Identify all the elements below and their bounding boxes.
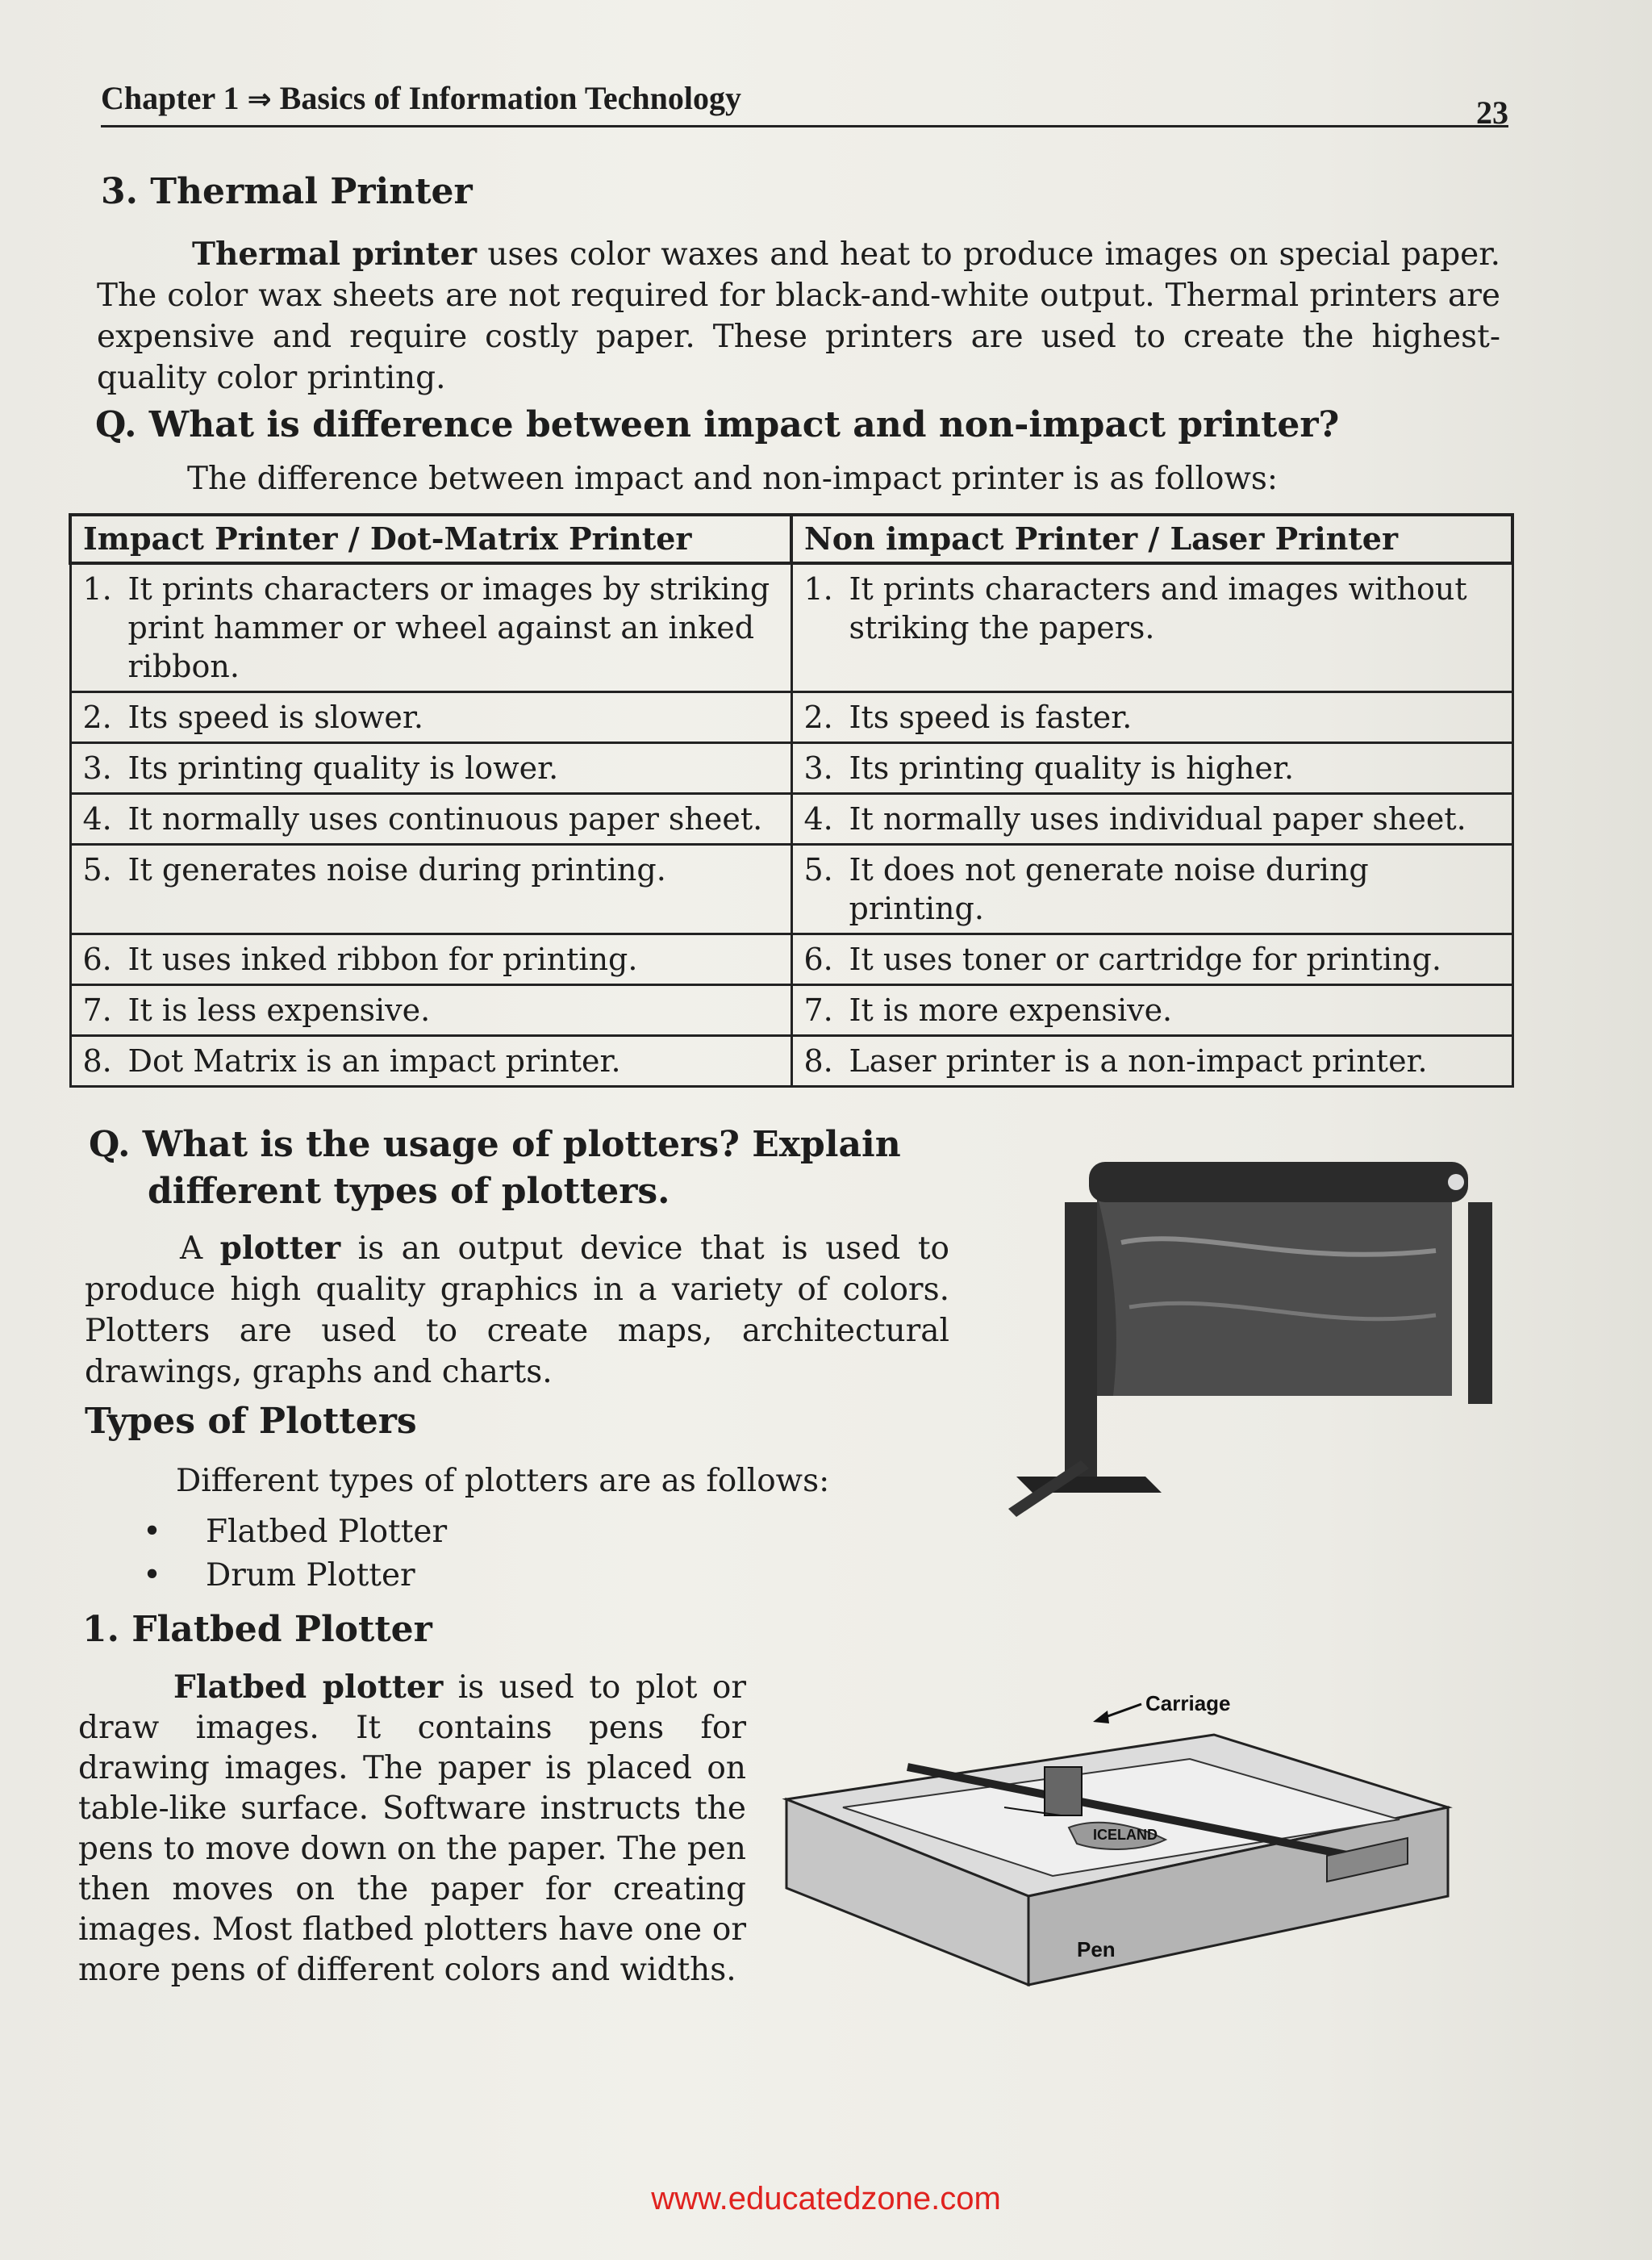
implies-arrow-icon: ⇒ [247,83,272,116]
types-intro: Different types of plotters are as follows: [176,1463,830,1499]
impact-cell [70,563,791,692]
table-row [70,794,1512,845]
item-text: It uses toner or cartridge for printing. [849,942,1441,977]
bullet-icon: • [143,1514,162,1550]
impact-cell [70,985,791,1036]
item-number: 4. [803,801,833,837]
drum-plotter-image [984,1130,1516,1533]
table-row [70,743,1512,794]
chapter-prefix: Chapter 1 [101,80,240,116]
plotters-intro [85,1228,949,1393]
plotters-question-line2: different types of plotters. [148,1171,670,1212]
item-text: Laser printer is a non-impact printer. [849,1043,1428,1079]
list-item [85,1510,447,1554]
thermal-paragraph [97,234,1500,399]
list-item [85,1554,447,1598]
non-impact-cell [791,794,1512,845]
map-label: ICELAND [1093,1827,1158,1843]
table-row [70,845,1512,934]
table-row [70,692,1512,743]
non-impact-cell [791,743,1512,794]
item-number: 5. [82,852,112,888]
impact-cell [70,934,791,985]
comparison-table [69,513,1514,1088]
table-row [70,563,1512,692]
flatbed-text: is used to plot or draw images. It contains pens for drawing images. The paper is placed on table-like surface. Software instructs the pens to move down on the paper. The pen then moves on the paper for creating images. Most flatbed plotters have one or more pens of different colors and widths. [78,1669,746,1988]
non-impact-cell [791,845,1512,934]
plotter-term: plotter [219,1230,341,1267]
item-number: 1. [803,571,833,607]
item-text: It prints characters and images without striking the papers. [849,571,1467,645]
item-number: 7. [803,992,833,1028]
table-header-row [70,515,1512,563]
impact-cell [70,1036,791,1087]
item-text: It does not generate noise during printing. [849,852,1369,926]
list-item-label: Flatbed Plotter [206,1514,448,1550]
flatbed-heading: 1. Flatbed Plotter [82,1609,432,1650]
column-header-impact: Impact Printer / Dot-Matrix Printer [70,515,791,563]
item-number: 4. [82,801,112,837]
non-impact-cell [791,934,1512,985]
impact-cell [70,743,791,794]
flatbed-plotter-image [762,1686,1464,2001]
list-item-label: Drum Plotter [206,1557,415,1594]
item-number: 3. [803,750,833,786]
thermal-text: uses color waxes and heat to produce images on special paper. The color wax sheets are not required for black-and-white output. Thermal printers are expensive and require costly paper. These printers are used to create the highest-quality color printing. [97,236,1501,396]
impact-cell [70,692,791,743]
item-number: 3. [82,750,112,786]
item-text: Its speed is slower. [127,700,423,735]
item-number: 6. [803,942,833,977]
bullet-icon: • [143,1557,162,1594]
difference-question: Q. What is difference between impact and non-impact printer? [95,404,1340,445]
item-text: It normally uses individual paper sheet. [849,801,1466,837]
item-text: It normally uses continuous paper sheet. [127,801,763,837]
drum-plotter-leg [1065,1202,1097,1477]
pen-label: Pen [1077,1937,1116,1961]
item-number: 8. [82,1043,112,1079]
plotters-question-line1: Q. What is the usage of plotters? Explain [89,1124,901,1165]
item-number: 8. [803,1043,833,1079]
item-number: 7. [82,992,112,1028]
flatbed-term: Flatbed plotter [173,1669,444,1706]
item-text: It is more expensive. [849,992,1173,1028]
item-number: 2. [803,700,833,735]
plotters-question [89,1122,960,1215]
difference-intro: The difference between impact and non-impact printer is as follows: [187,461,1278,497]
footer-url: www.educatedzone.com [651,2181,1001,2216]
table-row [70,934,1512,985]
impact-cell [70,845,791,934]
thermal-heading: 3. Thermal Printer [101,171,473,212]
item-number: 6. [82,942,112,977]
flatbed-paragraph [78,1667,746,1991]
column-header-non-impact: Non impact Printer / Laser Printer [791,515,1512,563]
non-impact-cell [791,985,1512,1036]
chapter-title: Basics of Information Technology [279,80,741,116]
item-text: Its printing quality is lower. [127,750,559,786]
item-text: It is less expensive. [127,992,431,1028]
carriage-label: Carriage [1145,1691,1231,1715]
item-text: Its printing quality is higher. [849,750,1295,786]
item-text: It uses inked ribbon for printing. [127,942,638,977]
non-impact-cell [791,563,1512,692]
item-number: 2. [82,700,112,735]
pen-carriage [1045,1767,1082,1815]
item-text: It generates noise during printing. [127,852,666,888]
types-list [85,1510,447,1598]
table-row [70,985,1512,1036]
running-header [101,79,1508,131]
item-text: Its speed is faster. [849,700,1133,735]
impact-cell [70,794,791,845]
thermal-term: Thermal printer [192,236,477,273]
item-text: It prints characters or images by striking print hammer or wheel against an inked ribbon. [127,571,770,684]
drum-plotter-head [1089,1162,1468,1202]
non-impact-cell [791,1036,1512,1087]
table-row [70,1036,1512,1087]
page-number: 23 [1476,94,1508,131]
types-heading: Types of Plotters [85,1401,417,1442]
comparison-table-body [70,563,1512,1087]
non-impact-cell [791,692,1512,743]
plotters-intro-text: is an output device that is used to produce high quality graphics in a variety of colors. Plotters are used to create maps, architectural drawings, graphs and charts. [85,1230,950,1390]
plotters-intro-prefix: A [180,1230,220,1267]
item-number: 5. [803,852,833,888]
item-number: 1. [82,571,112,607]
item-text: Dot Matrix is an impact printer. [127,1043,621,1079]
